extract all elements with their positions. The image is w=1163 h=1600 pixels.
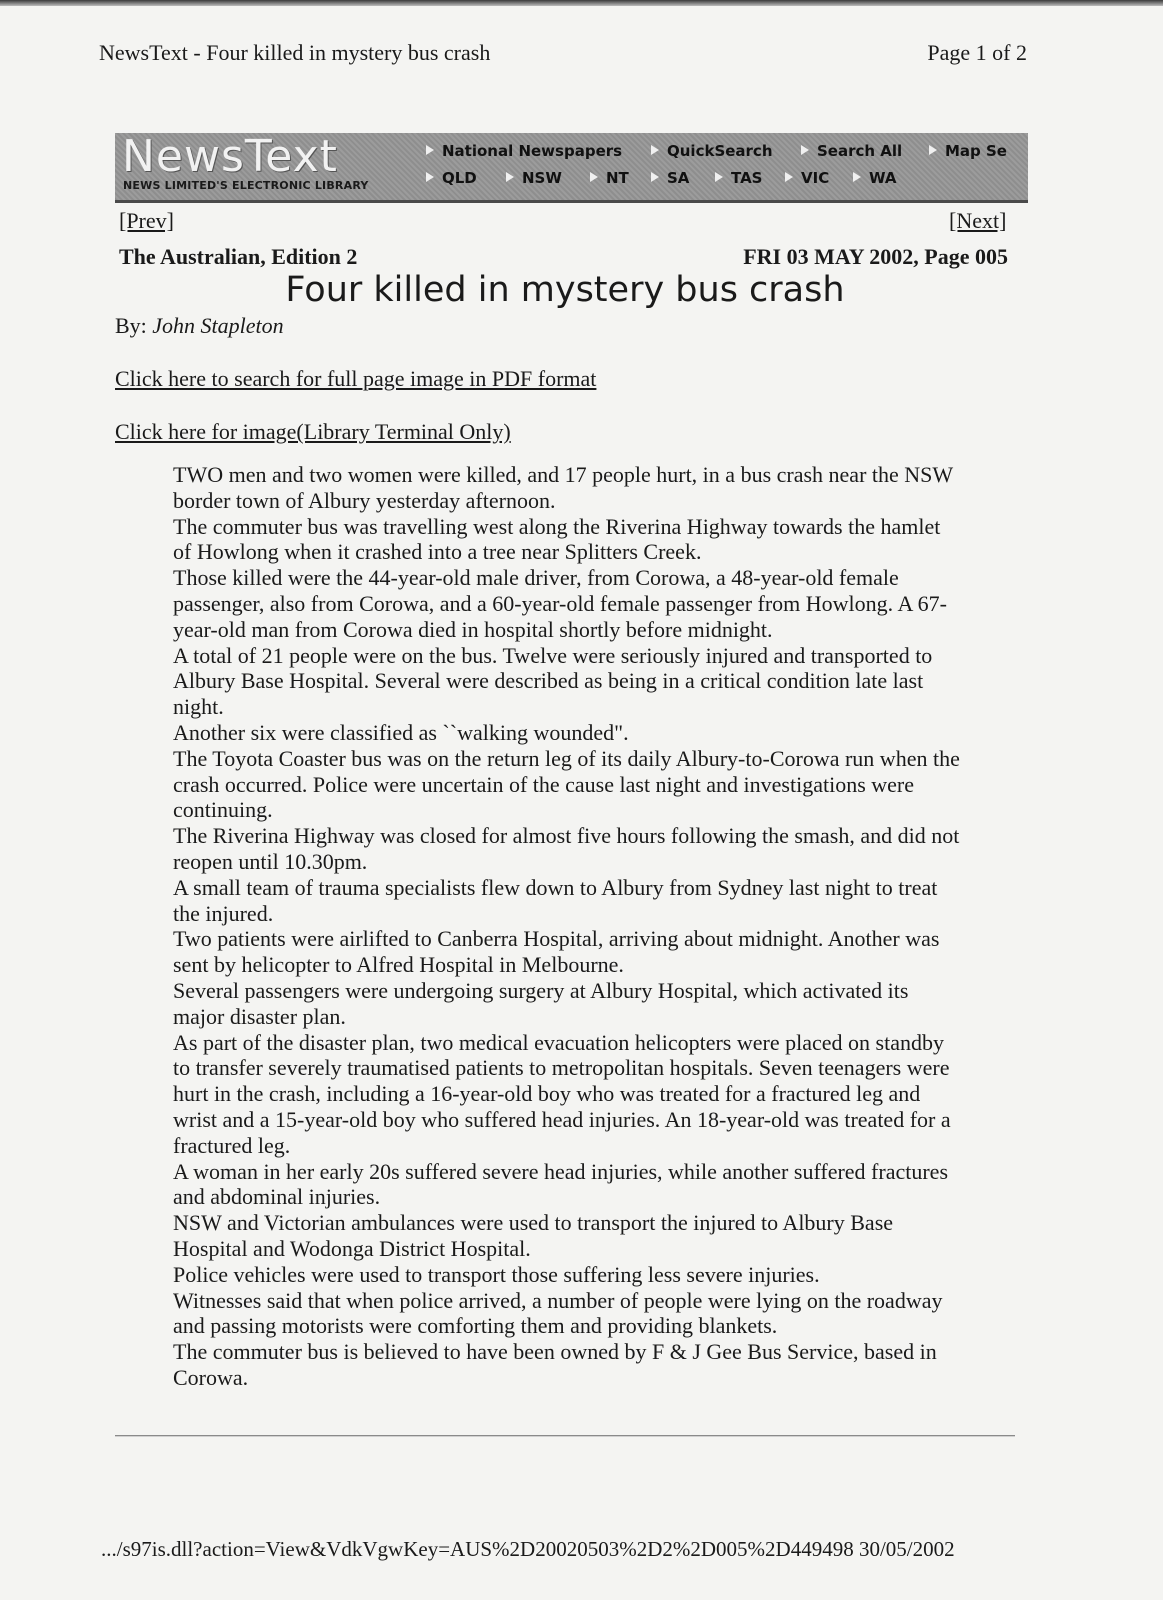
library-image-link[interactable]: Click here for image(Library Terminal Only)	[115, 419, 511, 444]
article-paragraph: A woman in her early 20s suffered severe head injuries, while another suffered fractures and abdominal injuries.	[173, 1158, 949, 1210]
nav-state-nt[interactable]: NT	[590, 169, 629, 187]
nav-national-newspapers[interactable]: National Newspapers	[426, 142, 622, 160]
article-paragraph: Several passengers were undergoing surgery at Albury Hospital, which activated its major disaster plan.	[173, 977, 909, 1029]
pdf-image-link[interactable]: Click here to search for full page image in PDF format	[115, 366, 597, 391]
article-paragraph: Those killed were the 44-year-old male driver, from Corowa, a 48-year-old female passenger, also from Corowa, and a 60-year-old female passenger from Howlong. A 67-year-old man from Corowa died in hospital shortly before midnight.	[173, 565, 947, 642]
arrow-right-icon	[715, 172, 723, 182]
date-page: FRI 03 MAY 2002, Page 005	[743, 244, 1008, 269]
page-indicator: Page 1 of 2	[927, 40, 1027, 65]
article-body	[173, 462, 963, 1391]
article-paragraph: The commuter bus was travelling west along the Riverina Highway towards the hamlet of Howlong when it crashed into a tree near Splitters Creek.	[173, 513, 941, 565]
nav-search-all[interactable]: Search All	[801, 142, 902, 160]
arrow-right-icon	[426, 172, 434, 182]
article-paragraph: Another six were classified as ``walking wounded".	[173, 719, 629, 745]
article-paragraph: NSW and Victorian ambulances were used to transport the injured to Albury Base Hospital and Wodonga District Hospital.	[173, 1210, 894, 1261]
article-paragraph: Police vehicles were used to transport those suffering less severe injuries.	[173, 1261, 820, 1287]
article-paragraph: Witnesses said that when police arrived, a number of people were lying on the roadway and passing motorists were comforting them and providing blankets.	[173, 1287, 943, 1339]
nav-state-tas[interactable]: TAS	[715, 169, 762, 187]
arrow-right-icon	[426, 145, 434, 155]
byline-prefix: By:	[115, 313, 153, 338]
nav-state-wa[interactable]: WA	[853, 169, 896, 187]
arrow-right-icon	[590, 172, 598, 182]
nav-state-nsw[interactable]: NSW	[506, 169, 562, 187]
nav-state-qld[interactable]: QLD	[426, 169, 477, 187]
article-paragraph: The Riverina Highway was closed for almost five hours following the smash, and did not reopen until 10.30pm.	[173, 823, 960, 874]
footer-divider	[115, 1435, 1015, 1437]
article-headline: Four killed in mystery bus crash	[285, 270, 845, 310]
article-paragraph: A small team of trauma specialists flew down to Albury from Sydney last night to treat the injured.	[173, 874, 938, 926]
nav-state-vic[interactable]: VIC	[785, 169, 829, 187]
footer-url: .../s97is.dll?action=View&VdkVgwKey=AUS%2D20020503%2D2%2D005%2D449498 30/05/2002	[101, 1537, 955, 1561]
banner-tagline: NEWS LIMITED'S ELECTRONIC LIBRARY	[123, 179, 369, 192]
nav-map-search[interactable]: Map Se	[929, 142, 1007, 160]
byline	[115, 313, 284, 339]
arrow-right-icon	[506, 172, 514, 182]
newstext-logo[interactable]: NewsText	[122, 133, 338, 182]
arrow-right-icon	[651, 145, 659, 155]
arrow-right-icon	[929, 145, 937, 155]
newstext-banner	[115, 133, 1028, 203]
article-paragraph: As part of the disaster plan, two medical evacuation helicopters were placed on standby to transfer severely traumatised patients to metropolitan hospitals. Seven teenagers were hurt in the crash, including a 16-year-old boy who was treated for a fractured leg and wrist and a 15-year-old boy who suffered head injuries. An 18-year-old was treated for a fractured leg.	[173, 1029, 951, 1158]
article-paragraph: The commuter bus is believed to have been owned by F & J Gee Bus Service, based in Corowa.	[173, 1339, 937, 1390]
next-link[interactable]: [Next]	[949, 208, 1007, 233]
article-paragraph: Two patients were airlifted to Canberra Hospital, arriving about midnight. Another was sent by helicopter to Alfred Hospital in Melbourne.	[173, 926, 940, 978]
running-header-title: NewsText - Four killed in mystery bus crash	[99, 40, 491, 65]
prev-link[interactable]: [Prev]	[119, 208, 174, 233]
author-name: John Stapleton	[152, 313, 284, 338]
article-paragraph: TWO men and two women were killed, and 17 people hurt, in a bus crash near the NSW border town of Albury yesterday afternoon.	[173, 462, 953, 513]
article-paragraph: A total of 21 people were on the bus. Twelve were seriously injured and transported to Albury Base Hospital. Several were described as being in a critical condition late last night.	[173, 642, 933, 720]
nav-quicksearch[interactable]: QuickSearch	[651, 142, 773, 160]
arrow-right-icon	[853, 172, 861, 182]
arrow-right-icon	[785, 172, 793, 182]
nav-state-sa[interactable]: SA	[651, 169, 689, 187]
publication-edition: The Australian, Edition 2	[119, 244, 358, 269]
arrow-right-icon	[801, 145, 809, 155]
arrow-right-icon	[651, 172, 659, 182]
article-paragraph: The Toyota Coaster bus was on the return leg of its daily Albury-to-Corowa run when the crash occurred. Police were uncertain of the cause last night and investigations were continuing.	[173, 745, 960, 823]
page-top-edge	[0, 0, 1163, 6]
